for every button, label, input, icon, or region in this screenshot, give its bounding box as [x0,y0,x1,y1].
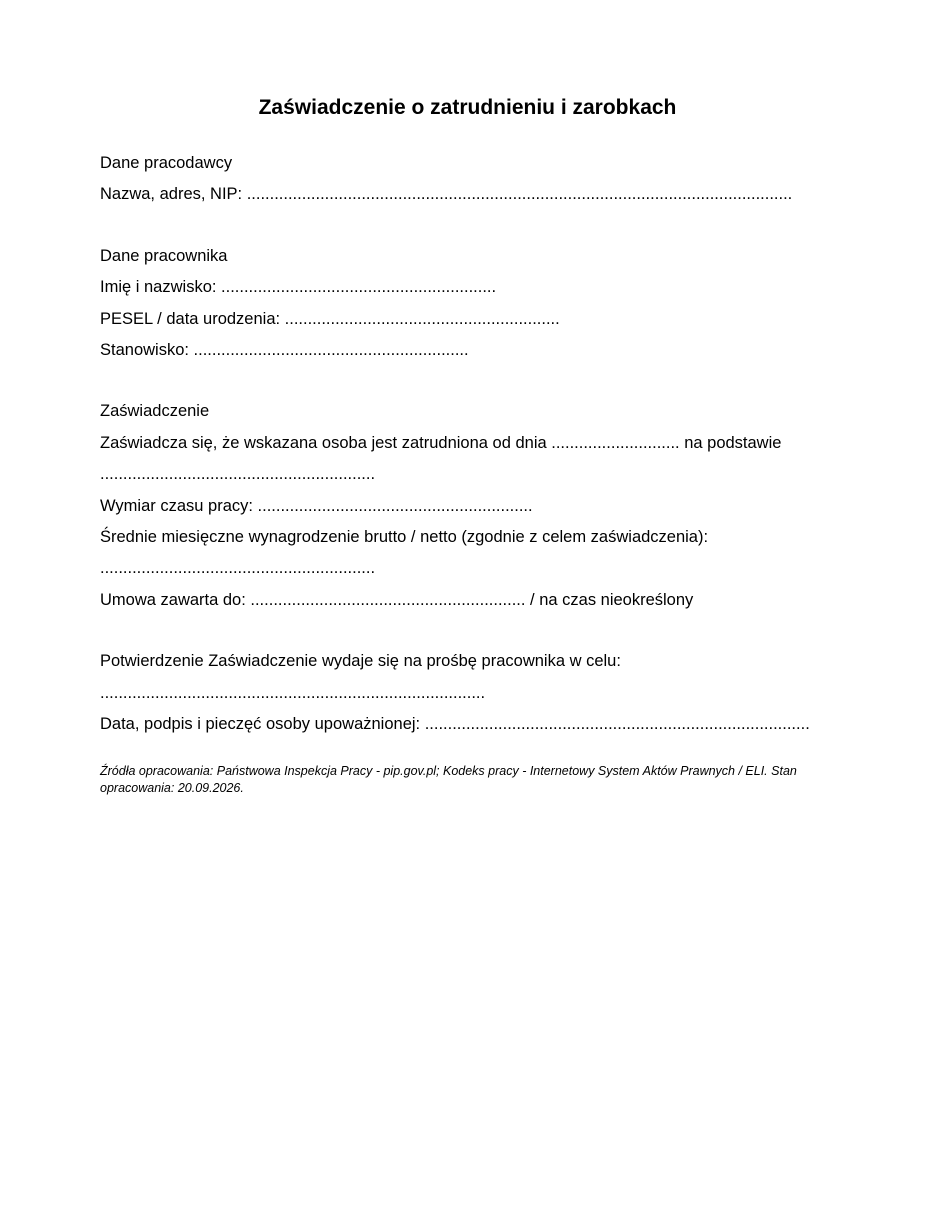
working-time-field: Wymiar czasu pracy: ............................................................ [100,496,533,515]
salary-label: Średnie miesięczne wynagrodzenie brutto / netto (zgodnie z celem zaświadczenia): [100,528,709,547]
employee-full-name-field: Imię i nazwisko: ............................................................ [100,278,497,297]
salary-field: ............................................................ [100,559,376,578]
document-title: Zaświadczenie o zatrudnieniu i zarobkach [258,96,677,119]
confirmation-section [100,646,835,740]
employee-pesel-field: PESEL / data urodzenia: ............................................................ [100,309,560,328]
purpose-label: Potwierdzenie Zaświadczenie wydaje się na prośbę pracownika w celu: [100,652,621,671]
signature-field: Data, podpis i pieczęć osoby upoważnionej: .................................................................................... [100,715,810,734]
employer-section [100,148,835,211]
employer-heading: Dane pracodawcy [100,154,233,172]
purpose-field: .................................................................................... [100,683,486,702]
certificate-heading: Zaświadczenie [100,402,210,421]
employee-position-field: Stanowisko: ............................................................ [100,341,469,360]
employment-start-field: Zaświadcza się, że wskazana osoba jest zatrudniona od dnia ............................ na podstawie [100,433,782,452]
contract-field: Umowa zawarta do: ............................................................ / na czas nieokreślony [100,590,694,609]
employment-basis-field: ............................................................ [100,465,376,484]
employee-section [100,241,835,367]
employer-name-address-nip-field: Nazwa, adres, NIP: ....................................................................................................................... [100,185,793,204]
employee-heading: Dane pracownika [100,246,228,265]
sources-note: Źródła opracowania: Państwowa Inspekcja Pracy - pip.gov.pl; Kodeks pracy - Internetowy System Aktów Prawnych / ELI. Stan opracowania: 20.09.2026. [100,763,797,795]
certificate-section [100,396,835,616]
